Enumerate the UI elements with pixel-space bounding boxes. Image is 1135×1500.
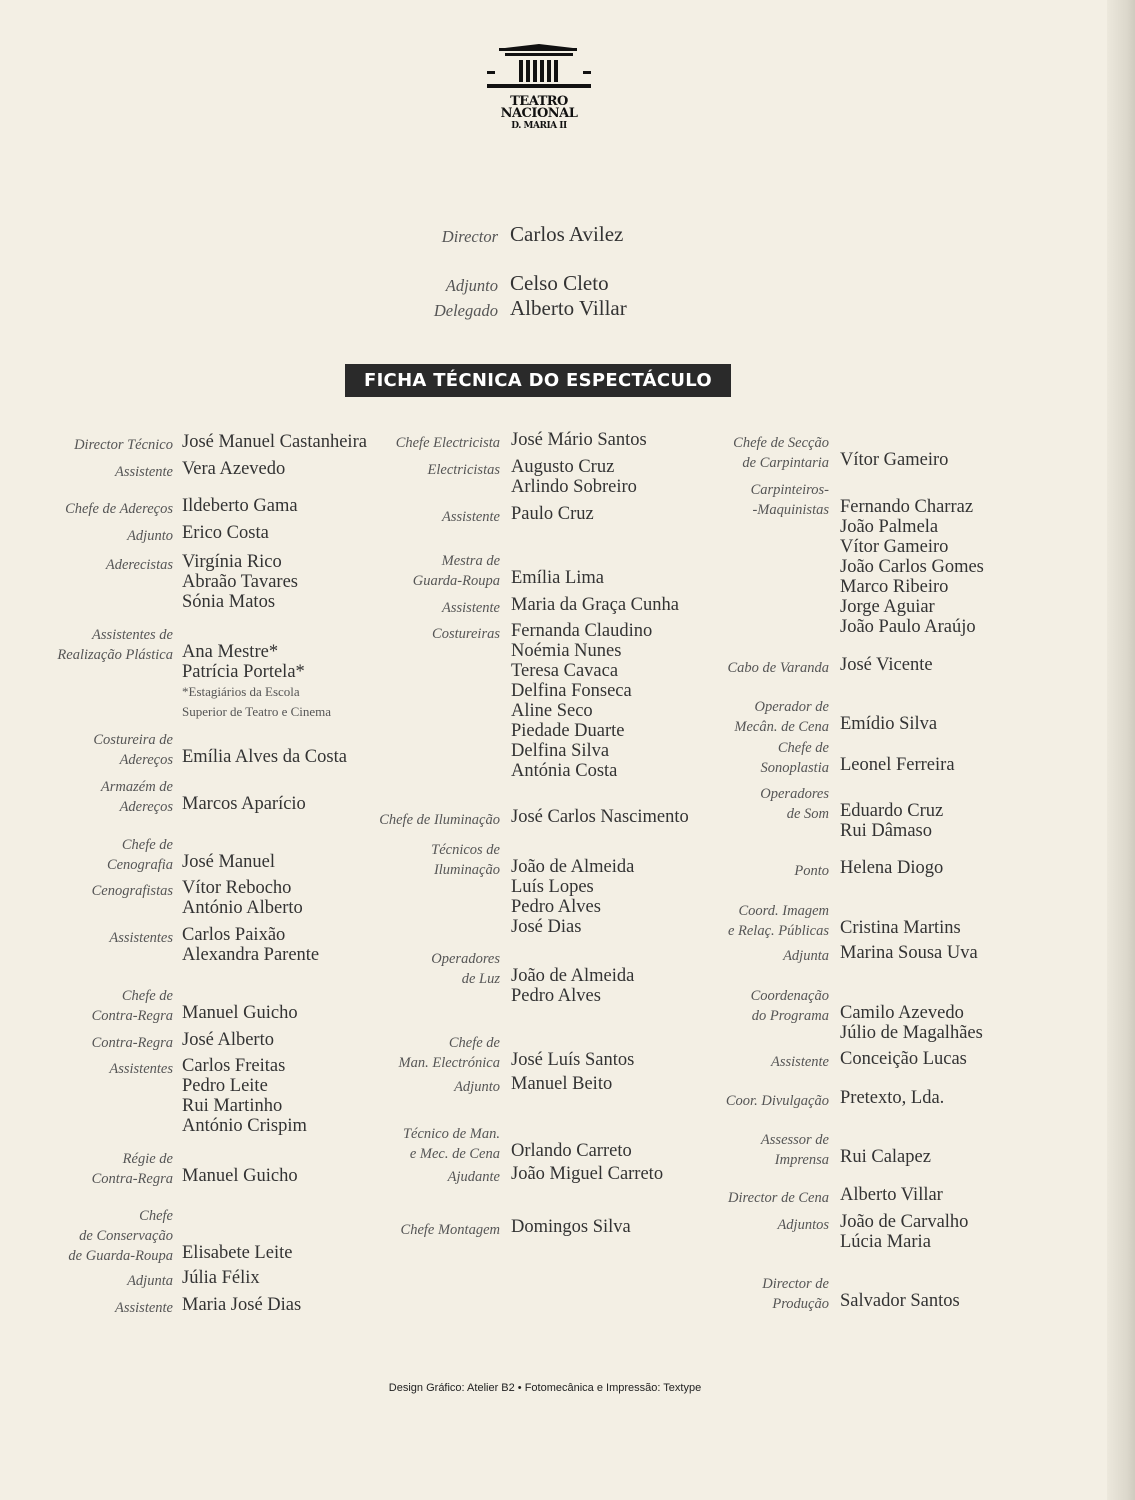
person-name: João de Almeida bbox=[511, 966, 635, 986]
role-label bbox=[68, 1206, 173, 1266]
role-label bbox=[65, 499, 173, 519]
role-label-line: Técnicos de bbox=[431, 842, 500, 858]
person-name: José Luís Santos bbox=[511, 1050, 635, 1070]
person-name bbox=[182, 1146, 298, 1166]
role-label-line: -Maquinistas bbox=[752, 502, 829, 518]
person-names bbox=[840, 1212, 968, 1252]
person-name: João Miguel Carreto bbox=[511, 1164, 664, 1184]
person-names bbox=[511, 837, 634, 937]
role-label bbox=[794, 861, 829, 881]
role-label bbox=[127, 526, 173, 546]
role-label-line: Assistentes bbox=[109, 1061, 173, 1077]
person-name: Pretexto, Lda. bbox=[840, 1088, 945, 1108]
role-label bbox=[109, 928, 173, 948]
person-names bbox=[840, 1088, 944, 1108]
person-names bbox=[182, 1146, 298, 1186]
person-name: Emília Lima bbox=[511, 568, 604, 588]
role-label-line: Chefe Electricista bbox=[395, 435, 500, 451]
person-names bbox=[182, 878, 303, 918]
role-label-line: Coor. Divulgação bbox=[725, 1093, 829, 1109]
person-name: Carlos Freitas bbox=[182, 1056, 286, 1076]
person-names bbox=[182, 1030, 274, 1050]
person-names bbox=[840, 1271, 960, 1311]
person-name: Delfina Silva bbox=[511, 741, 610, 761]
person-name: José Dias bbox=[511, 917, 582, 937]
person-name: José Vicente bbox=[840, 655, 933, 675]
person-names bbox=[511, 504, 594, 524]
role-label-line: Costureira de bbox=[93, 732, 173, 748]
person-names bbox=[511, 548, 604, 588]
role-label-line: Man. Electrónica bbox=[398, 1055, 500, 1071]
role-label-line: Adjunta bbox=[127, 1273, 173, 1289]
role-label-line: Operadores bbox=[760, 786, 829, 802]
role-label-line: Chefe de bbox=[121, 837, 173, 853]
person-names bbox=[182, 983, 298, 1023]
role-label-line: Cenografistas bbox=[91, 883, 173, 899]
person-name: Emídio Silva bbox=[840, 714, 938, 734]
logo-line-1: TEATRO bbox=[510, 94, 568, 109]
role-label-line: Chefe de Adereços bbox=[65, 501, 173, 517]
role-label-line: Director de bbox=[762, 1276, 829, 1292]
person-name: José Carlos Nascimento bbox=[511, 807, 689, 827]
role-label bbox=[771, 1052, 829, 1072]
role-label-line: Cenografia bbox=[106, 857, 173, 873]
role-label bbox=[399, 1033, 500, 1073]
role-label bbox=[92, 881, 173, 901]
role-label bbox=[454, 1077, 500, 1097]
person-name: Pedro Alves bbox=[511, 897, 601, 917]
role-label-line: Chefe de bbox=[121, 988, 173, 1004]
role-label-line: Assistente bbox=[115, 1300, 173, 1316]
role-label bbox=[74, 435, 173, 455]
person-name: Júlio de Magalhães bbox=[840, 1023, 983, 1043]
person-names bbox=[840, 983, 983, 1043]
role-label bbox=[396, 433, 500, 453]
role-label bbox=[751, 480, 829, 520]
person-names bbox=[840, 430, 948, 470]
role-label-line: Assistente bbox=[442, 509, 500, 525]
person-name: Fernando Charraz bbox=[840, 497, 974, 517]
person-name: Manuel Guicho bbox=[182, 1003, 298, 1023]
direction-name: Carlos Avilez bbox=[510, 222, 624, 246]
person-names bbox=[840, 898, 961, 938]
person-names bbox=[511, 430, 647, 450]
person-name: Conceição Lucas bbox=[840, 1049, 967, 1069]
person-name: Sónia Matos bbox=[182, 592, 276, 612]
role-label-line: Cabo de Varanda bbox=[727, 660, 829, 676]
person-name: José Alberto bbox=[182, 1030, 274, 1050]
role-label-line: Assistentes bbox=[109, 930, 173, 946]
role-label bbox=[442, 507, 500, 527]
role-label-line: Mecân. de Cena bbox=[734, 719, 829, 735]
role-label bbox=[431, 840, 500, 880]
role-label bbox=[762, 1274, 829, 1314]
person-names bbox=[511, 946, 634, 1006]
person-name bbox=[182, 1203, 292, 1223]
role-label-line: Produção bbox=[772, 1296, 829, 1312]
role-label-line: Aderecistas bbox=[105, 557, 173, 573]
person-names bbox=[511, 595, 679, 615]
person-names bbox=[182, 1056, 307, 1136]
person-name: Arlindo Sobreiro bbox=[511, 477, 637, 497]
role-label bbox=[442, 598, 500, 618]
role-label-line: Chefe Montagem bbox=[400, 1222, 500, 1238]
person-name: Abraão Tavares bbox=[182, 572, 298, 592]
person-name: Lúcia Maria bbox=[840, 1232, 931, 1252]
role-label-line: Operador de bbox=[754, 699, 829, 715]
role-label-line: Realização Plástica bbox=[57, 647, 173, 663]
person-name: Antónia Costa bbox=[511, 761, 618, 781]
person-name: Pedro Alves bbox=[511, 986, 601, 1006]
person-name: José Manuel Castanheira bbox=[182, 432, 367, 452]
role-label-line: Assistente bbox=[771, 1054, 829, 1070]
person-name bbox=[511, 1121, 632, 1141]
person-names bbox=[840, 1049, 967, 1069]
person-names bbox=[182, 459, 285, 479]
person-name: António Crispim bbox=[182, 1116, 307, 1136]
person-name: Camilo Azevedo bbox=[840, 1003, 964, 1023]
role-label-line: Chefe bbox=[139, 1208, 173, 1224]
person-name: Marina Sousa Uva bbox=[840, 943, 978, 963]
role-label-line: Coordenação bbox=[750, 988, 829, 1004]
role-label bbox=[726, 1091, 829, 1111]
person-names bbox=[511, 807, 689, 827]
role-label bbox=[431, 949, 500, 989]
person-name bbox=[182, 832, 275, 852]
footnote-text: Superior de Teatro e Cinema bbox=[182, 704, 332, 719]
person-names bbox=[840, 858, 943, 878]
person-name: Marcos Aparício bbox=[182, 794, 306, 814]
person-name: José Mário Santos bbox=[511, 430, 647, 450]
role-label-line: Ajudante bbox=[447, 1169, 500, 1185]
footnote-text: *Estagiários da Escola bbox=[182, 684, 300, 699]
person-name: Erico Costa bbox=[182, 523, 269, 543]
role-label bbox=[92, 986, 173, 1026]
role-label-line: Operadores bbox=[431, 951, 500, 967]
role-label bbox=[728, 901, 829, 941]
direction-block bbox=[0, 0, 1135, 340]
role-label bbox=[734, 697, 829, 737]
role-label-line: Ponto bbox=[794, 863, 829, 879]
person-name: Vítor Gameiro bbox=[840, 537, 949, 557]
person-name: Leonel Ferreira bbox=[840, 755, 955, 775]
role-label bbox=[733, 433, 829, 473]
person-name: Delfina Fonseca bbox=[511, 681, 632, 701]
person-names bbox=[511, 457, 637, 497]
role-label bbox=[92, 1033, 173, 1053]
person-name bbox=[511, 1030, 634, 1050]
person-name bbox=[182, 1223, 292, 1243]
person-name: João de Almeida bbox=[511, 857, 635, 877]
role-label bbox=[728, 1188, 829, 1208]
person-names bbox=[511, 621, 652, 781]
person-name: João Palmela bbox=[840, 517, 939, 537]
person-name: Ildeberto Gama bbox=[182, 496, 298, 516]
role-label-line: Técnico de Man. bbox=[402, 1126, 500, 1142]
person-names bbox=[182, 1268, 260, 1288]
person-name: Pedro Leite bbox=[182, 1076, 268, 1096]
role-label-line: Assistente bbox=[442, 600, 500, 616]
role-label bbox=[115, 1298, 173, 1318]
role-label-line: Adereços bbox=[119, 752, 173, 768]
person-name: Helena Diogo bbox=[840, 858, 944, 878]
role-label-line: Adereços bbox=[119, 799, 173, 815]
role-label-line: Contra-Regra bbox=[91, 1171, 173, 1187]
role-label-line: Chefe de Secção bbox=[733, 435, 829, 451]
person-name bbox=[511, 837, 634, 857]
role-label-line: Iluminação bbox=[433, 862, 500, 878]
role-label bbox=[761, 738, 829, 778]
direction-label: Delegado bbox=[433, 301, 498, 320]
person-name: Manuel Guicho bbox=[182, 1166, 298, 1186]
role-label-line: Chefe de Iluminação bbox=[379, 812, 500, 828]
role-label bbox=[115, 462, 173, 482]
role-label bbox=[57, 625, 173, 665]
role-label-line: e Mec. de Cena bbox=[409, 1146, 500, 1162]
role-label-line: Chefe de bbox=[448, 1035, 500, 1051]
person-name: Alexandra Parente bbox=[182, 945, 320, 965]
person-names bbox=[840, 1127, 931, 1167]
direction-label: Adjunto bbox=[445, 276, 498, 295]
role-label-line: Imprensa bbox=[774, 1152, 829, 1168]
person-name: João Carlos Gomes bbox=[840, 557, 984, 577]
person-name: Domingos Silva bbox=[511, 1217, 631, 1237]
role-label-line: Régie de bbox=[122, 1151, 173, 1167]
direction-label: Director bbox=[441, 227, 498, 246]
role-label-line: Adjunto bbox=[127, 528, 173, 544]
role-label bbox=[127, 1271, 173, 1291]
role-label-line: Contra-Regra bbox=[91, 1035, 173, 1051]
person-name bbox=[840, 477, 984, 497]
role-label-line: Adjunto bbox=[454, 1079, 500, 1095]
person-name: Ana Mestre* bbox=[182, 642, 279, 662]
person-name: Vítor Gameiro bbox=[840, 450, 949, 470]
person-names bbox=[840, 1185, 943, 1205]
person-name: Aline Seco bbox=[511, 701, 593, 721]
person-name bbox=[182, 727, 347, 747]
person-name: Jorge Aguiar bbox=[840, 597, 935, 617]
person-name: Salvador Santos bbox=[840, 1291, 960, 1311]
person-names bbox=[840, 735, 955, 775]
role-label-line: de Som bbox=[786, 806, 829, 822]
role-label bbox=[777, 1215, 829, 1235]
section-banner: FICHA TÉCNICA DO ESPECTÁCULO bbox=[345, 364, 731, 397]
person-name: Vera Azevedo bbox=[182, 459, 286, 479]
role-label bbox=[428, 460, 501, 480]
person-name: Teresa Cavaca bbox=[511, 661, 619, 681]
direction-name: Celso Cleto bbox=[510, 271, 609, 295]
role-label-line: Adjunta bbox=[783, 948, 829, 964]
person-names bbox=[182, 1203, 292, 1263]
person-name: Manuel Beito bbox=[511, 1074, 613, 1094]
person-name bbox=[840, 1271, 960, 1291]
role-label-line: Contra-Regra bbox=[91, 1008, 173, 1024]
person-name: José Manuel bbox=[182, 852, 275, 872]
person-names bbox=[840, 477, 984, 637]
person-names bbox=[840, 943, 978, 963]
person-names bbox=[182, 727, 347, 767]
role-label bbox=[760, 784, 829, 824]
person-name bbox=[182, 774, 306, 794]
role-label bbox=[432, 624, 500, 644]
role-label-line: e Relaç. Públicas bbox=[727, 923, 829, 939]
person-names bbox=[840, 655, 933, 675]
person-names bbox=[182, 925, 319, 965]
person-name: Maria da Graça Cunha bbox=[511, 595, 679, 615]
role-label bbox=[783, 946, 829, 966]
person-names bbox=[182, 552, 298, 612]
role-label-line: de Carpintaria bbox=[742, 455, 829, 471]
person-names bbox=[182, 496, 298, 516]
logo-line-2: NACIONAL bbox=[500, 106, 578, 121]
role-label-line: Chefe de bbox=[777, 740, 829, 756]
role-label bbox=[448, 1167, 500, 1187]
person-name: João de Carvalho bbox=[840, 1212, 969, 1232]
role-label bbox=[92, 1149, 173, 1189]
person-name: Noémia Nunes bbox=[511, 641, 622, 661]
person-name: Orlando Carreto bbox=[511, 1141, 632, 1161]
person-name: António Alberto bbox=[182, 898, 303, 918]
role-label-line: Coord. Imagem bbox=[738, 903, 829, 919]
person-names bbox=[511, 1074, 612, 1094]
person-name: Paulo Cruz bbox=[511, 504, 594, 524]
role-label bbox=[107, 835, 173, 875]
person-name bbox=[840, 898, 961, 918]
person-name: Luís Lopes bbox=[511, 877, 594, 897]
role-label-line: Sonoplastia bbox=[760, 760, 829, 776]
person-name: Augusto Cruz bbox=[511, 457, 615, 477]
person-name bbox=[182, 983, 298, 1003]
role-label bbox=[101, 777, 173, 817]
person-names bbox=[840, 694, 937, 734]
person-names bbox=[511, 1164, 663, 1184]
person-name bbox=[182, 622, 331, 642]
person-name: Marco Ribeiro bbox=[840, 577, 949, 597]
person-name: Maria José Dias bbox=[182, 1295, 302, 1315]
person-names bbox=[511, 1121, 632, 1161]
role-label-line: Assistente bbox=[115, 464, 173, 480]
role-label-line: Director de Cena bbox=[728, 1190, 829, 1206]
role-label bbox=[751, 986, 829, 1026]
person-name bbox=[840, 430, 948, 450]
role-label-line: Carpinteiros- bbox=[750, 482, 829, 498]
role-label bbox=[403, 1124, 500, 1164]
role-label bbox=[93, 730, 173, 770]
role-label-line: Guarda-Roupa bbox=[412, 573, 500, 589]
person-name: João Paulo Araújo bbox=[840, 617, 976, 637]
person-names bbox=[511, 1217, 631, 1237]
person-name: Piedade Duarte bbox=[511, 721, 625, 741]
person-names bbox=[182, 523, 269, 543]
role-label-line: do Programa bbox=[751, 1008, 829, 1024]
person-name: Rui Calapez bbox=[840, 1147, 931, 1167]
person-name: Cristina Martins bbox=[840, 918, 961, 938]
role-label-line: de Conservação bbox=[79, 1228, 173, 1244]
role-label-line: Armazém de bbox=[100, 779, 173, 795]
person-names bbox=[840, 781, 943, 841]
person-name: Alberto Villar bbox=[840, 1185, 943, 1205]
person-name: Eduardo Cruz bbox=[840, 801, 944, 821]
person-name: Patrícia Portela* bbox=[182, 662, 305, 682]
person-name bbox=[840, 781, 943, 801]
person-names bbox=[511, 1030, 634, 1070]
direction-name: Alberto Villar bbox=[510, 296, 627, 320]
role-label-line: de Guarda-Roupa bbox=[68, 1248, 173, 1264]
role-label bbox=[413, 551, 500, 591]
person-name bbox=[511, 548, 604, 568]
person-name: Fernanda Claudino bbox=[511, 621, 653, 641]
person-names bbox=[182, 774, 306, 814]
person-name: Vítor Rebocho bbox=[182, 878, 292, 898]
role-label-line: Assistentes de bbox=[92, 627, 173, 643]
role-label bbox=[761, 1130, 829, 1170]
person-name bbox=[511, 946, 634, 966]
role-label-line: Electricistas bbox=[427, 462, 500, 478]
role-label bbox=[379, 810, 500, 830]
person-name: Júlia Félix bbox=[182, 1268, 260, 1288]
role-label bbox=[728, 658, 830, 678]
person-name bbox=[840, 735, 955, 755]
person-name: Emília Alves da Costa bbox=[182, 747, 347, 767]
role-label bbox=[106, 555, 173, 575]
role-label-line: Director Técnico bbox=[74, 437, 173, 453]
person-name bbox=[840, 694, 937, 714]
person-name: Rui Martinho bbox=[182, 1096, 283, 1116]
person-name bbox=[840, 1127, 931, 1147]
person-names bbox=[182, 832, 275, 872]
role-label-line: de Luz bbox=[461, 971, 500, 987]
person-name: Virgínia Rico bbox=[182, 552, 282, 572]
role-label-line: Costureiras bbox=[432, 626, 500, 642]
person-name bbox=[840, 983, 983, 1003]
person-names bbox=[182, 1295, 301, 1315]
role-label-line: Adjuntos bbox=[777, 1217, 829, 1233]
footer-credits: Design Gráfico: Atelier B2 • Fotomecânica e Impressão: Textype bbox=[388, 1382, 702, 1394]
person-name: Carlos Paixão bbox=[182, 925, 286, 945]
role-label bbox=[109, 1059, 173, 1079]
role-label bbox=[401, 1220, 500, 1240]
role-label-line: Mestra de bbox=[441, 553, 500, 569]
person-name: Rui Dâmaso bbox=[840, 821, 932, 841]
role-label-line: Assessor de bbox=[760, 1132, 829, 1148]
logo-line-3: D. MARIA II bbox=[511, 121, 567, 131]
person-names bbox=[182, 622, 331, 722]
person-names bbox=[182, 432, 367, 452]
person-name: Elisabete Leite bbox=[182, 1243, 293, 1263]
